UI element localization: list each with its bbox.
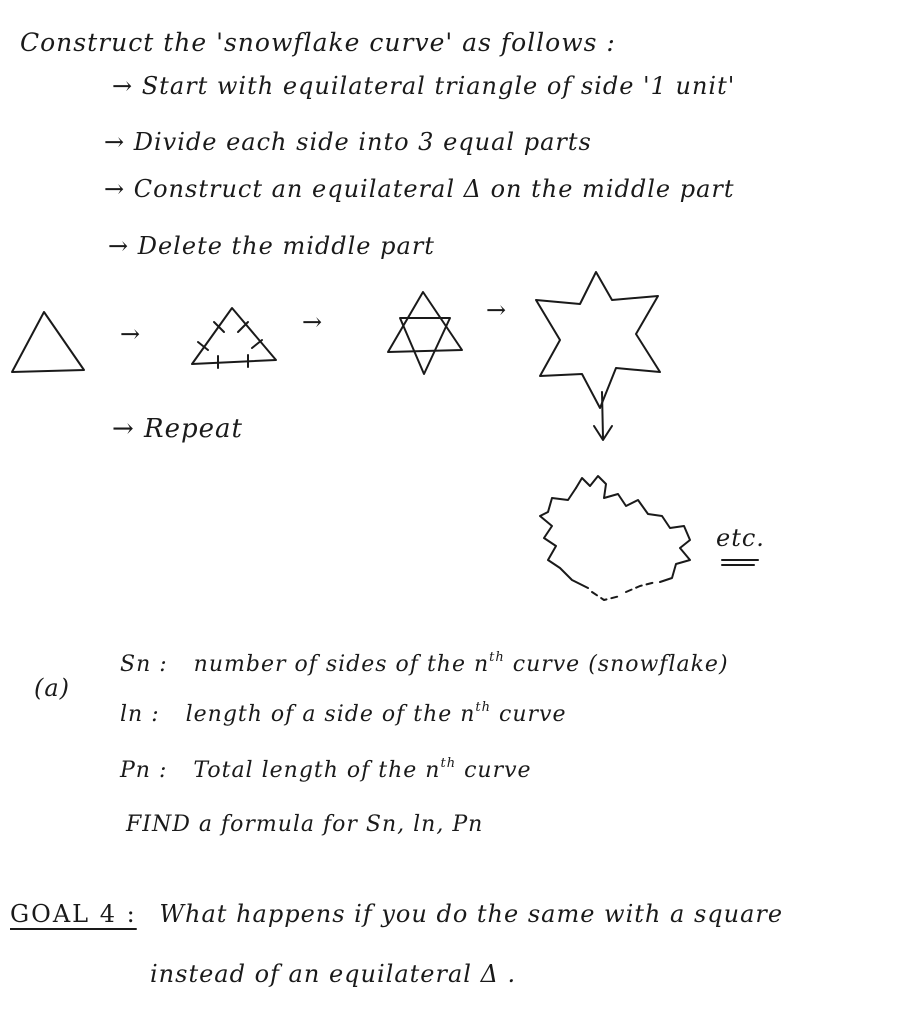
step-4: → Delete the middle part <box>108 232 435 260</box>
sym-sn: Sn : <box>120 652 168 677</box>
def-pn-sup: th <box>440 756 457 771</box>
def-sn <box>120 650 729 677</box>
goal4-line2: instead of an equilateral Δ . <box>150 960 517 988</box>
arrow-2: → <box>302 308 324 336</box>
find-formula: FIND a formula for Sn, ln, Pn <box>126 812 484 837</box>
sym-ln: ln : <box>120 702 160 727</box>
step-1: → Start with equilateral triangle of side '1 unit' <box>112 72 736 100</box>
part-a-label: (a) <box>34 674 71 702</box>
fractal-shape <box>576 476 690 582</box>
step-3: → Construct an equilateral Δ on the middle part <box>104 175 735 203</box>
etc-label: etc. <box>716 524 765 552</box>
def-ln-sup: th <box>475 700 492 715</box>
step-2: → Divide each side into 3 equal parts <box>104 128 592 156</box>
goal4-label: GOAL 4 : <box>10 900 137 928</box>
repeat-label: → Repeat <box>112 414 243 444</box>
goal4-line <box>10 900 783 928</box>
triangle-shape <box>12 312 84 372</box>
star-shape <box>388 292 462 352</box>
def-sn-tail: curve (snowflake) <box>504 652 729 677</box>
star-outline-shape <box>536 272 660 408</box>
def-sn-sup: th <box>489 650 505 665</box>
intro-line: Construct the 'snowflake curve' as follows : <box>20 28 616 57</box>
def-ln-text: length of a side of the n <box>185 702 476 727</box>
goal4-question: What happens if you do the same with a square <box>159 900 784 928</box>
divided-triangle-shape <box>192 308 276 364</box>
def-ln <box>120 700 566 727</box>
def-pn <box>120 756 532 783</box>
def-pn-text: Total length of the n <box>193 758 441 783</box>
def-pn-tail: curve <box>456 758 532 783</box>
arrow-1: → <box>120 320 142 348</box>
arrow-3: → <box>486 296 508 324</box>
def-ln-tail: curve <box>491 702 567 727</box>
def-sn-text: number of sides of the n <box>193 652 490 677</box>
sym-pn: Pn : <box>120 758 168 783</box>
